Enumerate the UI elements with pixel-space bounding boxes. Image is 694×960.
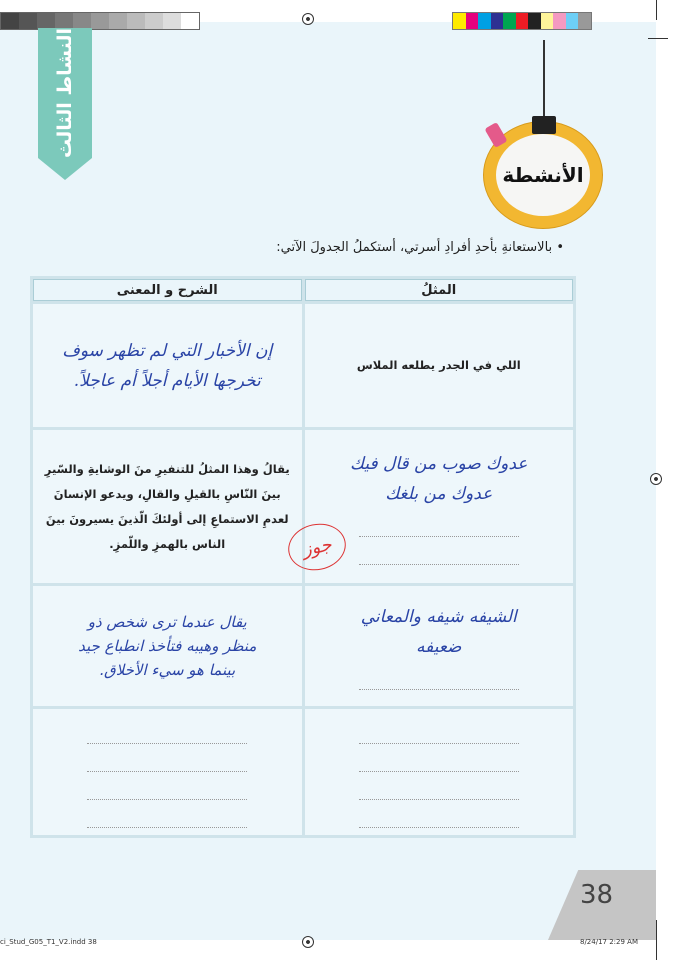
writing-line xyxy=(359,716,519,744)
footer-file: ci_Stud_G05_T1_V2.indd 38 xyxy=(0,938,97,946)
badge-label: الأنشطة xyxy=(502,163,584,187)
table-row xyxy=(33,586,573,706)
proverb-cell[interactable] xyxy=(305,709,574,835)
writing-line xyxy=(359,800,519,828)
proverb-cell[interactable] xyxy=(305,304,574,427)
handwritten-explanation: إن الأخبار التي لم تظهر سوف تخرجها الأيام أجلاً أم عاجلاً. xyxy=(62,340,273,391)
registration-mark-icon xyxy=(650,473,662,485)
writing-line xyxy=(359,537,519,565)
page-number: 38 xyxy=(580,880,614,910)
writing-line xyxy=(87,800,247,828)
writing-line xyxy=(359,772,519,800)
explanation-cell[interactable] xyxy=(33,586,302,706)
writing-line xyxy=(359,509,519,537)
teacher-mark-text: جوز xyxy=(300,533,334,561)
binder-clip-icon xyxy=(532,116,556,134)
crop-mark xyxy=(656,920,657,960)
proverb-text: اللي في الجدر يطلعه الملاس xyxy=(356,358,521,372)
writing-line xyxy=(87,744,247,772)
header-explanation: الشرح و المعنى xyxy=(33,279,302,301)
handwritten-explanation: يقال عندما ترى شخص ذو منظر وهيبه فتأخذ انطباع جيد بينما هو سيء الأخلاق. xyxy=(78,613,257,679)
instruction-text: بالاستعانةِ بأحدِ أفرادِ أسرتي، أستكملُ الجدولَ الآتي: xyxy=(276,240,553,255)
proverb-cell[interactable] xyxy=(305,430,574,583)
grayscale-calibration-bar xyxy=(0,12,200,30)
registration-mark-icon xyxy=(302,936,314,948)
handwritten-proverb: عدوك صوب من قال فيك عدوك من بلغك xyxy=(350,453,528,504)
hanging-string xyxy=(543,40,545,118)
writing-line xyxy=(87,716,247,744)
table-header xyxy=(33,279,573,301)
color-calibration-bar xyxy=(452,12,592,30)
activity-tab: النشاط الثالث xyxy=(38,28,92,158)
explanation-cell[interactable] xyxy=(33,304,302,427)
instruction: • بالاستعانةِ بأحدِ أفرادِ أسرتي، أستكملُ الجدولَ الآتي: xyxy=(276,240,564,255)
explanation-cell[interactable] xyxy=(33,430,302,583)
registration-mark-icon xyxy=(302,13,314,25)
proverb-cell[interactable] xyxy=(305,586,574,706)
explanation-text: يقالُ وهذا المثلُ للتنفيرِ منَ الوشايةِ والسّيرِ بينَ النّاسِ بالقيلِ والقالِ، ويدعو الإنسانَ لعدمِ الاستماعِ إلى أولئكَ الّذينَ يسيرونَ بينَ الناس بالهمزِ واللّمزِ. xyxy=(44,461,290,551)
writing-line xyxy=(87,772,247,800)
explanation-cell[interactable] xyxy=(33,709,302,835)
header-proverb: المثلُ xyxy=(305,279,574,301)
writing-line xyxy=(359,662,519,690)
writing-line xyxy=(359,744,519,772)
crop-mark xyxy=(656,0,657,20)
handwritten-proverb: الشيفه شيفه والمعاني ضعيفه xyxy=(360,607,517,657)
footer-timestamp: 8/24/17 2:29 AM xyxy=(580,938,638,946)
table-row xyxy=(33,304,573,427)
table-row xyxy=(33,709,573,835)
activity-tab-arrow xyxy=(38,158,92,180)
crop-mark xyxy=(648,38,668,39)
